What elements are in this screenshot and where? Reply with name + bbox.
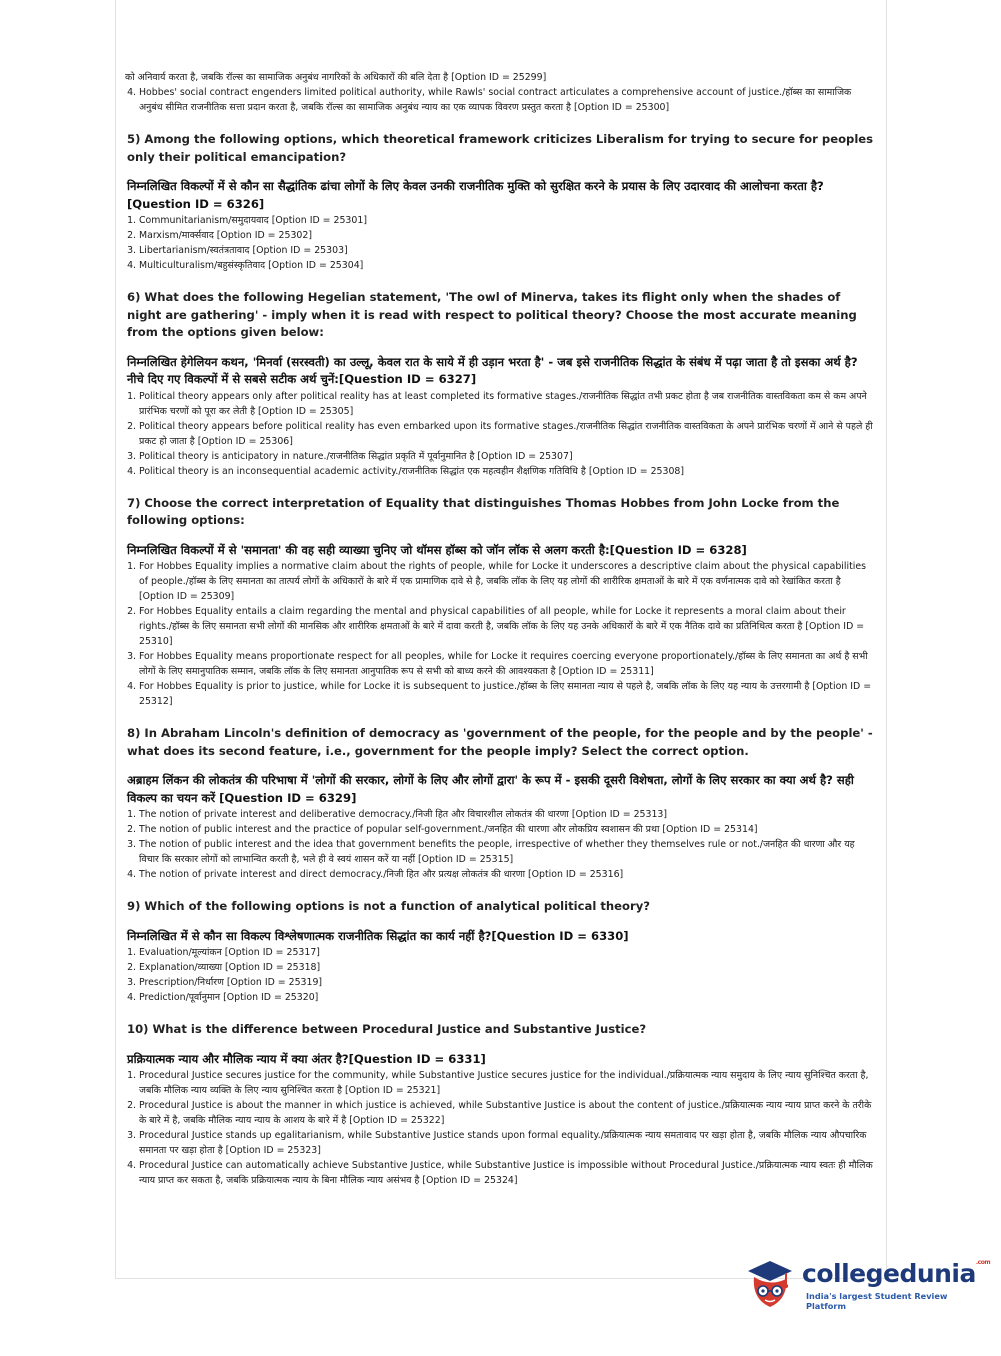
option-item: 4. The notion of private interest and direct democracy./निजी हित और प्रत्यक्ष लोकतंत्र की धारणा [Option ID = 25316] <box>139 867 875 882</box>
options-list <box>125 807 875 882</box>
question-text-hindi: प्रक्रियात्मक न्याय और मौलिक न्याय में क्या अंतर है?[Question ID = 6331] <box>127 1051 486 1066</box>
option-item: 4. Multiculturalism/बहुसंस्कृतिवाद [Option ID = 25304] <box>139 258 875 273</box>
question-9 <box>125 898 875 1005</box>
options-list <box>125 1068 875 1188</box>
question-text-english: 5) Among the following options, which theoretical framework criticizes Liberalism for trying to secure for peoples only their political emancipation? <box>127 132 874 164</box>
question-text-english: 6) What does the following Hegelian statement, 'The owl of Minerva, takes its flight only when the shades of night are gathering' - imply when it is read with respect to political theory? Choose the most accurate meaning from the options given below: <box>127 290 857 339</box>
question-5 <box>125 131 875 273</box>
document-body <box>125 70 875 1188</box>
option-item: 3. Prescription/निर्धारण [Option ID = 25319] <box>139 975 875 990</box>
option-item: 1. The notion of private interest and deliberative democracy./निजी हित और विचारशील लोकतंत्र की धारणा [Option ID = 25313] <box>139 807 875 822</box>
option-item: 1. Political theory appears only after political reality has at least completed its formative stages./राजनीतिक सिद्धांत तभी प्रकट होता है जब राजनीतिक वास्तविकता कम से कम अपने प्रारंभिक चरणों को पूरा कर लेती है [Option ID = 25305] <box>139 389 875 419</box>
option-item: 3. Political theory is anticipatory in nature./राजनीतिक सिद्धांत प्रकृति में पूर्वानुमानित है [Option ID = 25307] <box>139 449 875 464</box>
option-item: 1. Communitarianism/समुदायवाद [Option ID = 25301] <box>139 213 875 228</box>
option-item: 3. The notion of public interest and the idea that government benefits the people, irrespective of whether they themselves rule or not./जनहित की धारणा और यह विचार कि सरकार लोगों को लाभान्वित करती है, भले ही वे स्वयं शासन करें या नहीं [Option ID = 25315] <box>139 837 875 867</box>
question-text-hindi: निम्नलिखित विकल्पों में से कौन सा सैद्धांतिक ढांचा लोगों के लिए केवल उनकी राजनीतिक मुक्ति को सुरक्षित करने के प्रयास के लिए उदारवाद की आलोचना करता है?[Question ID = 6326] <box>127 179 824 211</box>
question-7 <box>125 495 875 710</box>
logo-name-text: collegedunia <box>802 1259 976 1288</box>
question-text-hindi: अब्राहम लिंकन की लोकतंत्र की परिभाषा में 'लोगों की सरकार, लोगों के लिए और लोगों द्वारा' के रूप में - इसकी दूसरी विशेषता, लोगों के लिए सरकार का क्या अर्थ है? सही विकल्प का चयन करें [Question ID = 6329] <box>127 773 854 805</box>
option-item: 1. Procedural Justice secures justice for the community, while Substantive Justice secures justice for the individual./प्रक्रियात्मक न्याय समुदाय के लिए न्याय सुनिश्चित करता है, जबकि मौलिक न्याय व्यक्ति के लिए न्याय सुनिश्चित करता है [Option ID = 25321] <box>139 1068 875 1098</box>
question-text-english: 10) What is the difference between Procedural Justice and Substantive Justice? <box>127 1022 647 1036</box>
question-text-english: 7) Choose the correct interpretation of Equality that distinguishes Thomas Hobbes from John Locke from the following options: <box>127 495 840 527</box>
question-text-hindi: निम्नलिखित हेगेलियन कथन, 'मिनर्वा (सरस्वती) का उल्लू, केवल रात के साये में ही उड़ान भरता है' - जब इसे राजनीतिक सिद्धांत के संबंध में पढ़ा जाता है तो इसका अर्थ है? नीचे दिए गए विकल्पों में से सबसे सटीक अर्थ चुनें:[Question ID = 6327] <box>127 354 858 386</box>
question-text-english: 9) Which of the following options is not a function of analytical political theory? <box>127 899 650 913</box>
option-item: 4. Hobbes' social contract engenders limited political authority, while Rawls' social contract articulates a comprehensive account of justice./हॉब्स का सामाजिक अनुबंध सीमित राजनीतिक सत्ता प्रदान करता है, जबकि रॉल्स का सामाजिक अनुबंध न्याय का एक व्यापक विवरण प्रस्तुत करता है [Option ID = 25300] <box>139 85 875 115</box>
option-item: 4. Procedural Justice can automatically achieve Substantive Justice, while Substantive Justice is impossible without Procedural Justice./प्रक्रियात्मक न्याय स्वतः ही मौलिक न्याय प्राप्त कर सकता है, जबकि प्रक्रियात्मक न्याय के बिना मौलिक न्याय असंभव है [Option ID = 25324] <box>139 1158 875 1188</box>
option-item: 4. Political theory is an inconsequential academic activity./राजनीतिक सिद्धांत एक महत्वहीन शैक्षणिक गतिविधि है [Option ID = 25308] <box>139 464 875 479</box>
question-6 <box>125 289 875 479</box>
logo-domain-suffix: .com <box>975 1259 991 1266</box>
question-text-english: 8) In Abraham Lincoln's definition of democracy as 'government of the people, for the people and by the people' - what does its second feature, i.e., government for the people imply? Select the correct option. <box>127 726 873 758</box>
option-item: 2. Marxism/मार्क्सवाद [Option ID = 25302] <box>139 228 875 243</box>
question-text-hindi: निम्नलिखित विकल्पों में से 'समानता' की वह सही व्याख्या चुनिए जो थॉमस हॉब्स को जॉन लॉक से अलग करती है:[Question ID = 6328] <box>127 542 747 557</box>
option-item: 2. For Hobbes Equality entails a claim regarding the mental and physical capabilities of all people, while for Locke it represents a moral claim about their rights./हॉब्स के लिए समानता सभी लोगों की मानसिक और शारीरिक क्षमताओं के बारे में दावा करती है, जबकि लॉक के लिए यह उनके अधिकारों के बारे में एक नैतिक दावे का प्रतिनिधित्व करता है [Option ID = 25310] <box>139 604 875 649</box>
option-item: 4. Prediction/पूर्वानुमान [Option ID = 25320] <box>139 990 875 1005</box>
continued-option-text: को अनिवार्य करता है, जबकि रॉल्स का सामाजिक अनुबंध नागरिकों के अधिकारों की बलि देता है [Option ID = 25299] <box>125 72 547 83</box>
question-text-hindi: निम्नलिखित में से कौन सा विकल्प विश्लेषणात्मक राजनीतिक सिद्धांत का कार्य नहीं है?[Question ID = 6330] <box>127 928 629 943</box>
option-item: 2. The notion of public interest and the practice of popular self-government./जनहित की धारणा और लोकप्रिय स्वशासन की प्रथा [Option ID = 25314] <box>139 822 875 837</box>
option-item: 2. Political theory appears before political reality has even embarked upon its formative stages./राजनीतिक सिद्धांत राजनीतिक वास्तविकता के अपने प्रारंभिक चरणों में आने से पहले ही प्रकट हो जाता है [Option ID = 25306] <box>139 419 875 449</box>
collegedunia-logo[interactable] <box>742 1253 991 1313</box>
option-item: 4. For Hobbes Equality is prior to justice, while for Locke it is subsequent to justice./हॉब्स के लिए समानता न्याय से पहले है, जबकि लॉक के लिए यह न्याय के उत्तरगामी है [Option ID = 25312] <box>139 679 875 709</box>
question-8 <box>125 725 875 882</box>
option-item: 3. Libertarianism/स्वतंत्रतावाद [Option ID = 25303] <box>139 243 875 258</box>
logo-wordmark <box>802 1259 990 1288</box>
graduate-mascot-icon <box>742 1255 798 1311</box>
option-item: 2. Explanation/व्याख्या [Option ID = 25318] <box>139 960 875 975</box>
options-list <box>125 945 875 1005</box>
options-list <box>125 559 875 709</box>
options-list <box>125 213 875 273</box>
question-10 <box>125 1021 875 1188</box>
option-item: 1. For Hobbes Equality implies a normative claim about the rights of people, while for Locke it underscores a descriptive claim about the physical capabilities of people./हॉब्स के लिए समानता का तात्पर्य लोगों के अधिकारों के बारे में एक प्रामाणिक दावे से है, जबकि लॉक के लिए यह लोगों की शारीरिक क्षमताओं के बारे में एक वर्णनात्मक दावे को रेखांकित करता है [Option ID = 25309] <box>139 559 875 604</box>
logo-tagline: India's largest Student Review Platform <box>806 1291 948 1311</box>
option-item: 2. Procedural Justice is about the manner in which justice is achieved, while Substantive Justice is about the content of justice./प्रक्रियात्मक न्याय न्याय प्राप्त करने के तरीके के बारे में है, जबकि मौलिक न्याय न्याय के आशय के बारे में है [Option ID = 25322] <box>139 1098 875 1128</box>
options-list <box>125 389 875 479</box>
option-item: 1. Evaluation/मूल्यांकन [Option ID = 25317] <box>139 945 875 960</box>
option-item: 3. Procedural Justice stands up egalitarianism, while Substantive Justice stands upon formal equality./प्रक्रियात्मक न्याय समतावाद पर खड़ा होता है, जबकि मौलिक न्याय औपचारिक समानता पर खड़ा होता है [Option ID = 25323] <box>139 1128 875 1158</box>
continued-options-list <box>125 85 875 115</box>
option-item: 3. For Hobbes Equality means proportionate respect for all peoples, while for Locke it requires coercing everyone proportionately./हॉब्स के लिए समानता का अर्थ है सभी लोगों के लिए समानुपातिक सम्मान, जबकि लॉक के लिए समानता आनुपातिक रूप से सभी को बाध्य करने की आवश्यकता है [Option ID = 25311] <box>139 649 875 679</box>
